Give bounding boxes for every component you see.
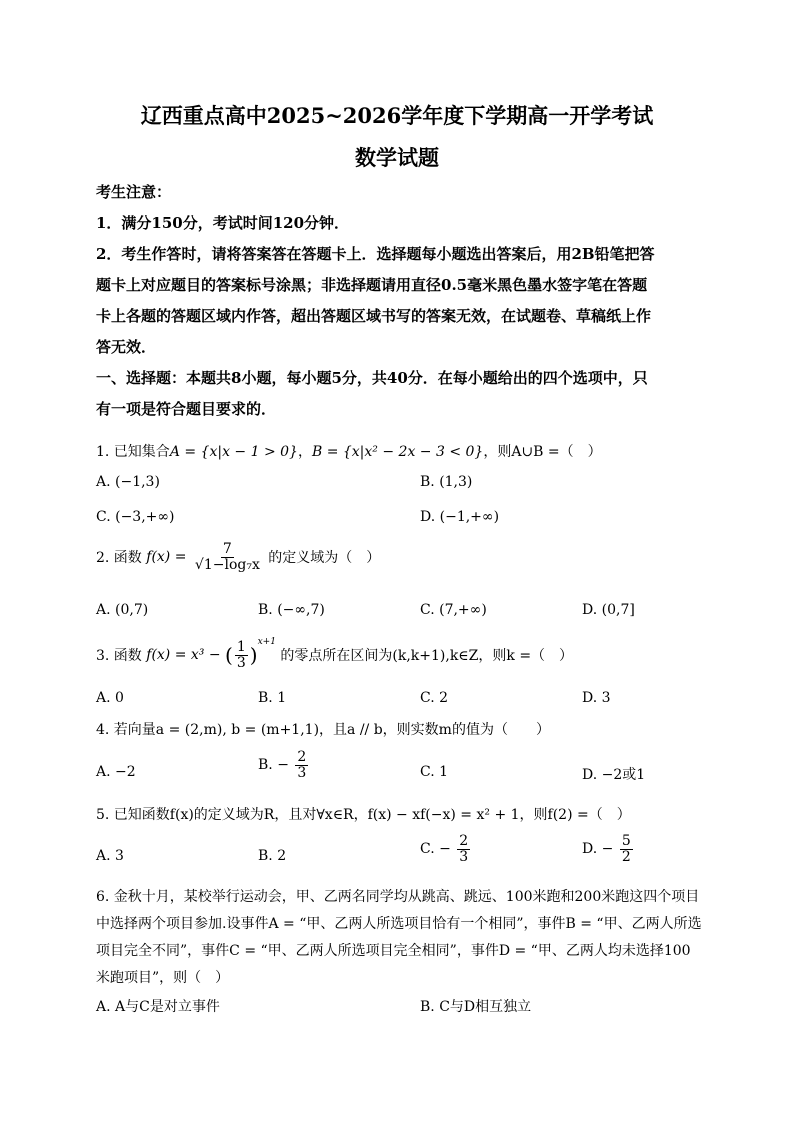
question-4-option-b-denominator: 3 <box>297 764 307 781</box>
question-5-option-c-numerator: 2 <box>459 833 469 849</box>
question-1-option-a: A. (−1,3) <box>96 474 160 490</box>
question-1-option-d: D. (−1,+∞) <box>420 509 500 525</box>
notice-item-2-line-3: 卡上各题的答题区域内作答，超出答题区域书写的答案无效，在试题卷、草稿纸上作 <box>96 307 652 325</box>
question-1-separator: ， <box>297 444 312 460</box>
exam-title: 辽西重点高中2025~2026学年度下学期高一开学考试 <box>140 103 654 128</box>
question-6-line-1: 6. 金秋十月，某校举行运动会，甲、乙两名同学均从跳高、跳远、100米跑和200米跑这四个项目 <box>96 889 700 905</box>
question-3-suffix: 的零点所在区间为(k,k+1),k∈Z，则k =（ ） <box>280 648 574 665</box>
question-5-option-a: A. 3 <box>96 848 124 864</box>
notice-heading: 考生注意： <box>96 183 172 201</box>
section-1-line-1: 一、选择题：本题共8小题，每小题5分，共40分．在每小题给出的四个选项中，只 <box>96 369 648 387</box>
question-2-option-d: D. (0,7] <box>582 602 635 618</box>
question-2-fraction <box>193 542 262 572</box>
question-3-option-d: D. 3 <box>582 690 611 706</box>
question-5-option-d-numerator: 5 <box>621 833 631 849</box>
question-4-option-b-fraction <box>295 750 308 780</box>
notice-item-2-line-1: 2．考生作答时，请将答案答在答题卡上．选择题每小题选出答案后，用2B铅笔把答 <box>96 245 655 263</box>
question-2-function: f(x) = <box>146 549 187 566</box>
question-2-numerator: 7 <box>222 541 232 557</box>
question-5-option-d-fraction <box>620 834 633 864</box>
question-1-stem <box>96 441 602 461</box>
question-3-left-paren: ( <box>225 643 233 668</box>
question-3-exponent: x+1 <box>257 636 276 647</box>
question-5-option-c-denominator: 3 <box>459 848 469 865</box>
question-6-option-b: B. C与D相互独立 <box>420 999 532 1015</box>
question-4-option-b-prefix: B. − <box>258 757 289 774</box>
question-2-option-c: C. (7,+∞) <box>420 602 487 618</box>
question-5-option-d-denominator: 2 <box>621 848 631 865</box>
exam-subtitle: 数学试题 <box>355 145 439 170</box>
question-2-stem <box>96 542 380 572</box>
question-3-option-a: A. 0 <box>96 690 124 706</box>
question-3-prefix: 3. 函数 <box>96 648 142 665</box>
question-4-stem: 4. 若向量a = (2,m), b = (m+1,1)，且a // b，则实数m的值为（ ） <box>96 722 550 738</box>
question-3-function: f(x) = x³ − <box>146 647 221 664</box>
question-2-suffix: 的定义域为（ ） <box>268 550 381 567</box>
question-3-option-c: C. 2 <box>420 690 449 706</box>
notice-item-2-line-4: 答无效． <box>96 338 157 356</box>
question-4-option-b-numerator: 2 <box>297 749 307 765</box>
question-1-option-b: B. (1,3) <box>420 474 473 490</box>
question-1-set-b: B = {x|x² − 2x − 3 < 0} <box>311 444 484 460</box>
question-4-option-b <box>258 750 310 780</box>
question-4-option-d: D. −2或1 <box>582 767 646 783</box>
question-3-fraction <box>235 640 248 670</box>
question-5-stem: 5. 已知函数f(x)的定义域为R，且对∀x∈R，f(x) − xf(−x) = x² + 1，则f(2) =（ ） <box>96 807 631 823</box>
question-5-option-c-prefix: C. − <box>420 841 451 858</box>
question-1-option-c: C. (−3,+∞) <box>96 509 175 525</box>
question-1-suffix: ，则A∪B =（ ） <box>483 444 602 460</box>
question-5-option-d <box>582 834 635 864</box>
question-2-denominator: √1−log₇x <box>194 556 260 573</box>
question-2-option-b: B. (−∞,7) <box>258 602 325 618</box>
question-1-set-a: A = {x|x − 1 > 0} <box>169 444 298 460</box>
question-4-option-c: C. 1 <box>420 764 449 780</box>
question-4-option-a: A. −2 <box>96 764 136 780</box>
section-1-line-2: 有一项是符合题目要求的． <box>96 400 277 418</box>
question-1-prefix: 1. 已知集合 <box>96 444 170 460</box>
notice-item-2-line-2: 题卡上对应题目的答案标号涂黑；非选择题请用直径0.5毫米黑色墨水签字笔在答题 <box>96 276 648 294</box>
question-3-denominator: 3 <box>236 654 246 671</box>
question-3-right-paren: ) <box>249 643 258 668</box>
question-3-stem <box>96 636 574 671</box>
question-5-option-b: B. 2 <box>258 848 287 864</box>
question-6-line-4: 米跑项目”，则（ ） <box>96 970 230 986</box>
question-2-prefix: 2. 函数 <box>96 550 142 567</box>
question-6-line-3: 项目完全不同”，事件C = “甲、乙两人所选项目完全相同”，事件D = “甲、乙两人均未选择100 <box>96 943 691 959</box>
question-5-option-c <box>420 834 472 864</box>
question-2-option-a: A. (0,7) <box>96 602 149 618</box>
question-5-option-d-prefix: D. − <box>582 841 614 858</box>
question-6-line-2: 中选择两个项目参加.设事件A = “甲、乙两人所选项目恰有一个相同”，事件B = “甲、乙两人所选 <box>96 916 702 932</box>
question-6-option-a: A. A与C是对立事件 <box>96 999 220 1015</box>
question-5-option-c-fraction <box>457 834 470 864</box>
question-3-numerator: 1 <box>236 639 246 655</box>
question-3-option-b: B. 1 <box>258 690 287 706</box>
notice-item-1: 1．满分150分，考试时间120分钟． <box>96 214 350 232</box>
